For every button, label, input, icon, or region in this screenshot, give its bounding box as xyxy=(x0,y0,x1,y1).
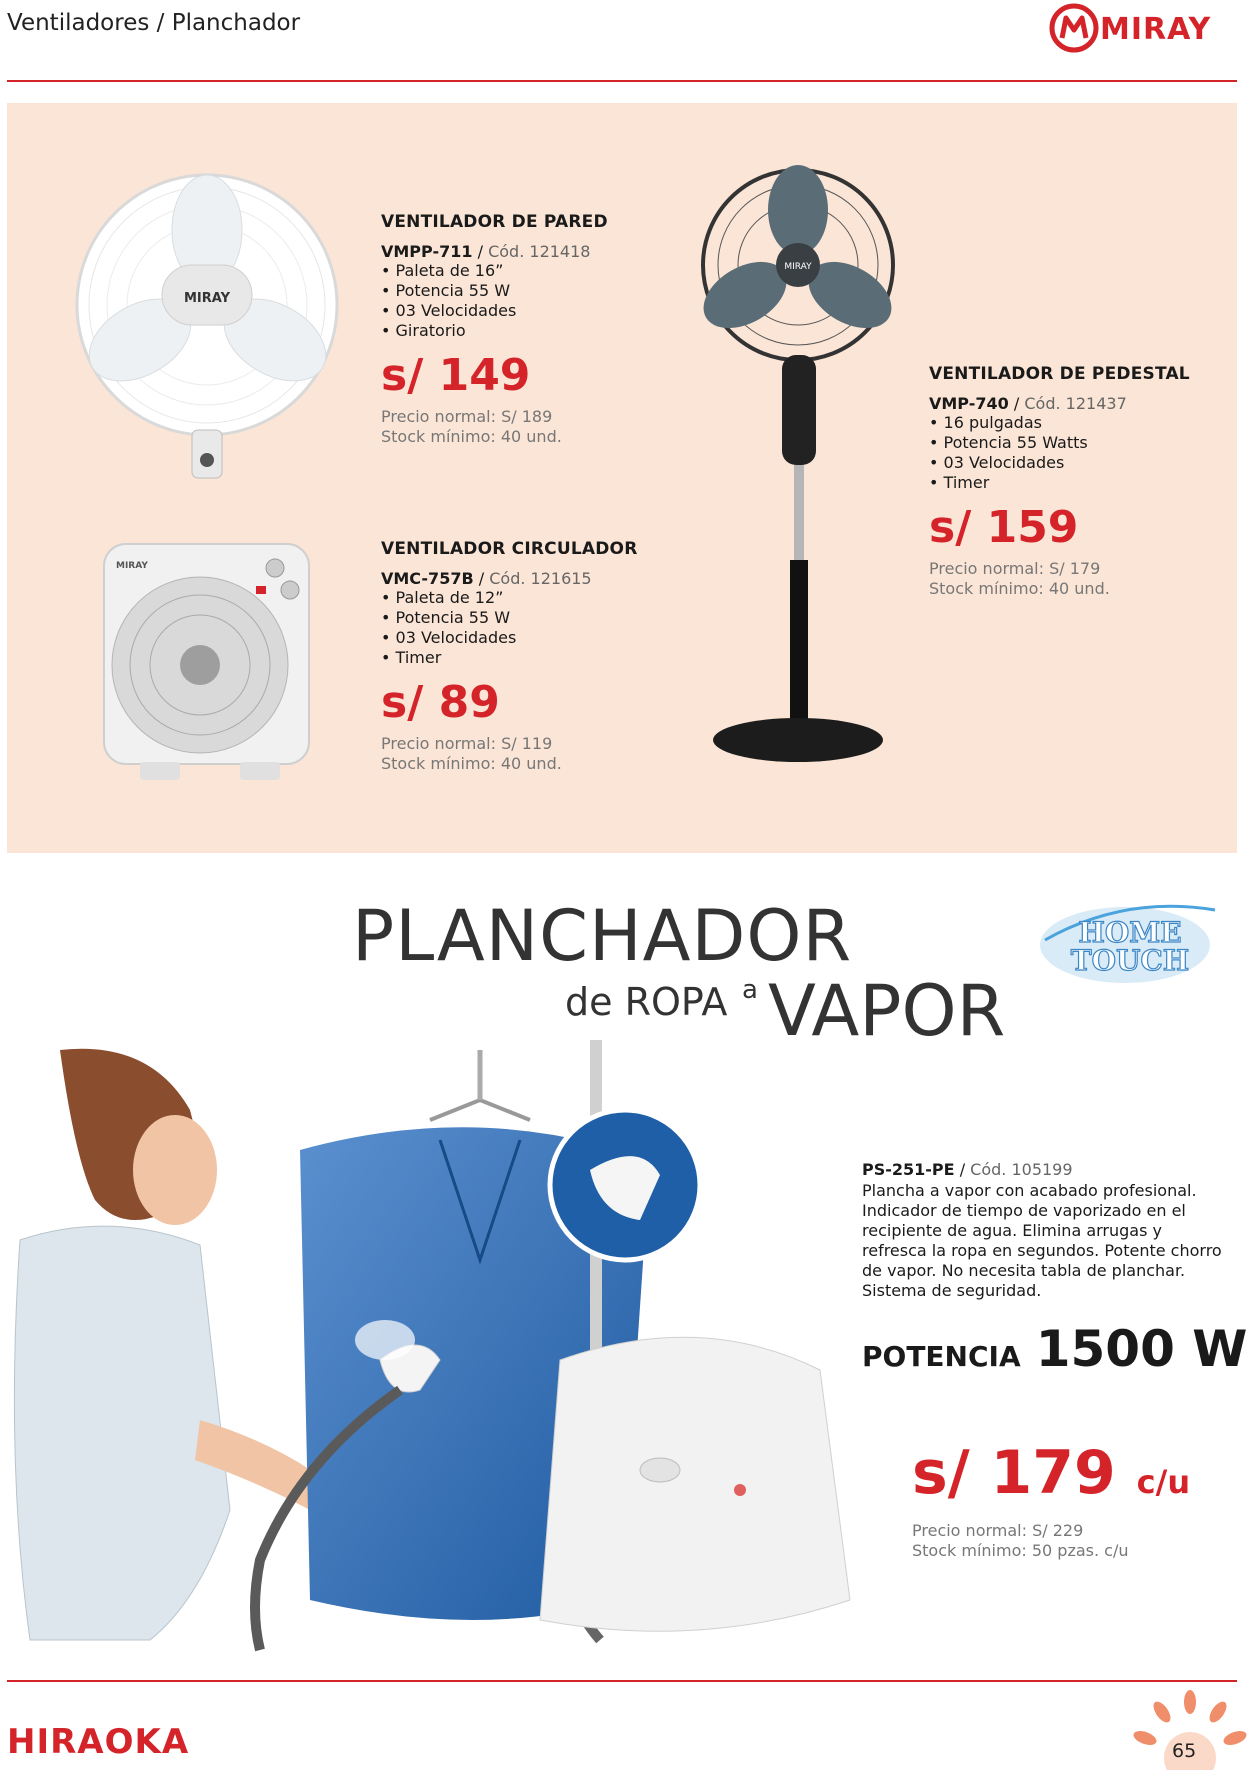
footer-divider xyxy=(7,1680,1237,1682)
wall-fan-image xyxy=(70,170,345,480)
normal-price: Precio normal: S/ 189 xyxy=(381,407,553,426)
price-unit: c/u xyxy=(1136,1463,1191,1501)
pedestal-fan-image xyxy=(690,165,905,775)
product-title: VENTILADOR DE PEDESTAL xyxy=(929,364,1190,384)
offer-price: s/ 159 xyxy=(929,502,1079,553)
product-code-line xyxy=(381,242,608,261)
offer-price: s/ 149 xyxy=(381,350,531,401)
normal-price: Precio normal: S/ 229 xyxy=(912,1521,1084,1540)
product-code-line xyxy=(862,1160,1222,1179)
product-code-line xyxy=(381,569,638,588)
power-label: POTENCIA xyxy=(862,1340,1021,1373)
stock-minimum: Stock mínimo: 40 und. xyxy=(381,427,562,446)
product-model: PS-251-PE xyxy=(862,1160,955,1179)
product-code: Cód. 105199 xyxy=(970,1160,1073,1179)
feature-item: • Paleta de 16” xyxy=(381,261,608,281)
product-title: VENTILADOR CIRCULADOR xyxy=(381,539,638,559)
feature-item: • Potencia 55 Watts xyxy=(929,433,1190,453)
feature-list xyxy=(929,413,1190,493)
code-separator: / xyxy=(1013,394,1025,413)
breadcrumb: Ventiladores / Planchador xyxy=(7,10,301,36)
feature-item: • Paleta de 12” xyxy=(381,588,638,608)
feature-item: • 03 Velocidades xyxy=(381,301,608,321)
feature-item: • 16 pulgadas xyxy=(929,413,1190,433)
steamer-pricing xyxy=(912,1440,1190,1561)
product-pedestal-fan xyxy=(929,364,1190,599)
feature-item: • Potencia 55 W xyxy=(381,281,608,301)
steamer-headline-de: de ROPA xyxy=(565,980,728,1024)
product-description: Plancha a vapor con acabado profesional. Indicador de tiempo de vaporizado en el recipiente de agua. Elimina arrugas y refresca la ropa en segundos. Potente chorro de vapor. No necesita tabla de planchar. Sistema de seguridad. xyxy=(862,1181,1222,1300)
feature-item: • Potencia 55 W xyxy=(381,608,638,628)
svg-text:MIRAY: MIRAY xyxy=(1100,12,1212,47)
hiraoka-logo: HIRAOKA xyxy=(7,1722,190,1762)
steamer-headline-a: a xyxy=(742,975,758,1005)
stock-minimum: Stock mínimo: 50 pzas. c/u xyxy=(912,1541,1129,1560)
steamer-scene-image xyxy=(0,1040,860,1660)
product-wall-fan xyxy=(381,212,608,447)
header-divider xyxy=(7,80,1237,82)
svg-text:TOUCH: TOUCH xyxy=(1070,944,1190,977)
svg-text:MIRAY: MIRAY xyxy=(183,291,231,306)
code-separator: / xyxy=(477,242,489,261)
product-model: VMPP-711 xyxy=(381,242,473,261)
steamer-headline-vapor: VAPOR xyxy=(768,970,1006,1052)
page-number: 65 xyxy=(1172,1740,1197,1762)
normal-price: Precio normal: S/ 119 xyxy=(381,734,553,753)
home-touch-logo xyxy=(1035,900,1220,990)
code-separator: / xyxy=(959,1160,971,1179)
product-code-line xyxy=(929,394,1190,413)
feature-item: • 03 Velocidades xyxy=(381,628,638,648)
steamer-headline: PLANCHADOR xyxy=(352,895,853,977)
product-code: Cód. 121418 xyxy=(488,242,591,261)
svg-text:MIRAY: MIRAY xyxy=(784,262,812,272)
product-model: VMC-757B xyxy=(381,569,474,588)
offer-price xyxy=(912,1440,1190,1515)
feature-item: • 03 Velocidades xyxy=(929,453,1190,473)
feature-item: • Giratorio xyxy=(381,321,608,341)
svg-text:HOME: HOME xyxy=(1078,916,1182,949)
feature-list xyxy=(381,261,608,341)
product-code: Cód. 121437 xyxy=(1024,394,1127,413)
power-value: 1500 W xyxy=(1035,1320,1248,1378)
offer-price-amount: s/ 179 xyxy=(912,1438,1116,1508)
product-model: VMP-740 xyxy=(929,394,1009,413)
power-spec xyxy=(862,1320,1247,1378)
stock-minimum: Stock mínimo: 40 und. xyxy=(381,754,562,773)
normal-price: Precio normal: S/ 179 xyxy=(929,559,1101,578)
steamer-description-block xyxy=(862,1160,1222,1301)
feature-item: • Timer xyxy=(929,473,1190,493)
product-code: Cód. 121615 xyxy=(489,569,592,588)
svg-text:MIRAY: MIRAY xyxy=(116,561,148,571)
offer-price: s/ 89 xyxy=(381,677,500,728)
stock-minimum: Stock mínimo: 40 und. xyxy=(929,579,1110,598)
code-separator: / xyxy=(478,569,490,588)
miray-logo xyxy=(1048,2,1238,54)
circulator-fan-image xyxy=(100,540,315,785)
feature-list xyxy=(381,588,638,668)
feature-item: • Timer xyxy=(381,648,638,668)
product-title: VENTILADOR DE PARED xyxy=(381,212,608,232)
product-circulator-fan xyxy=(381,539,638,774)
